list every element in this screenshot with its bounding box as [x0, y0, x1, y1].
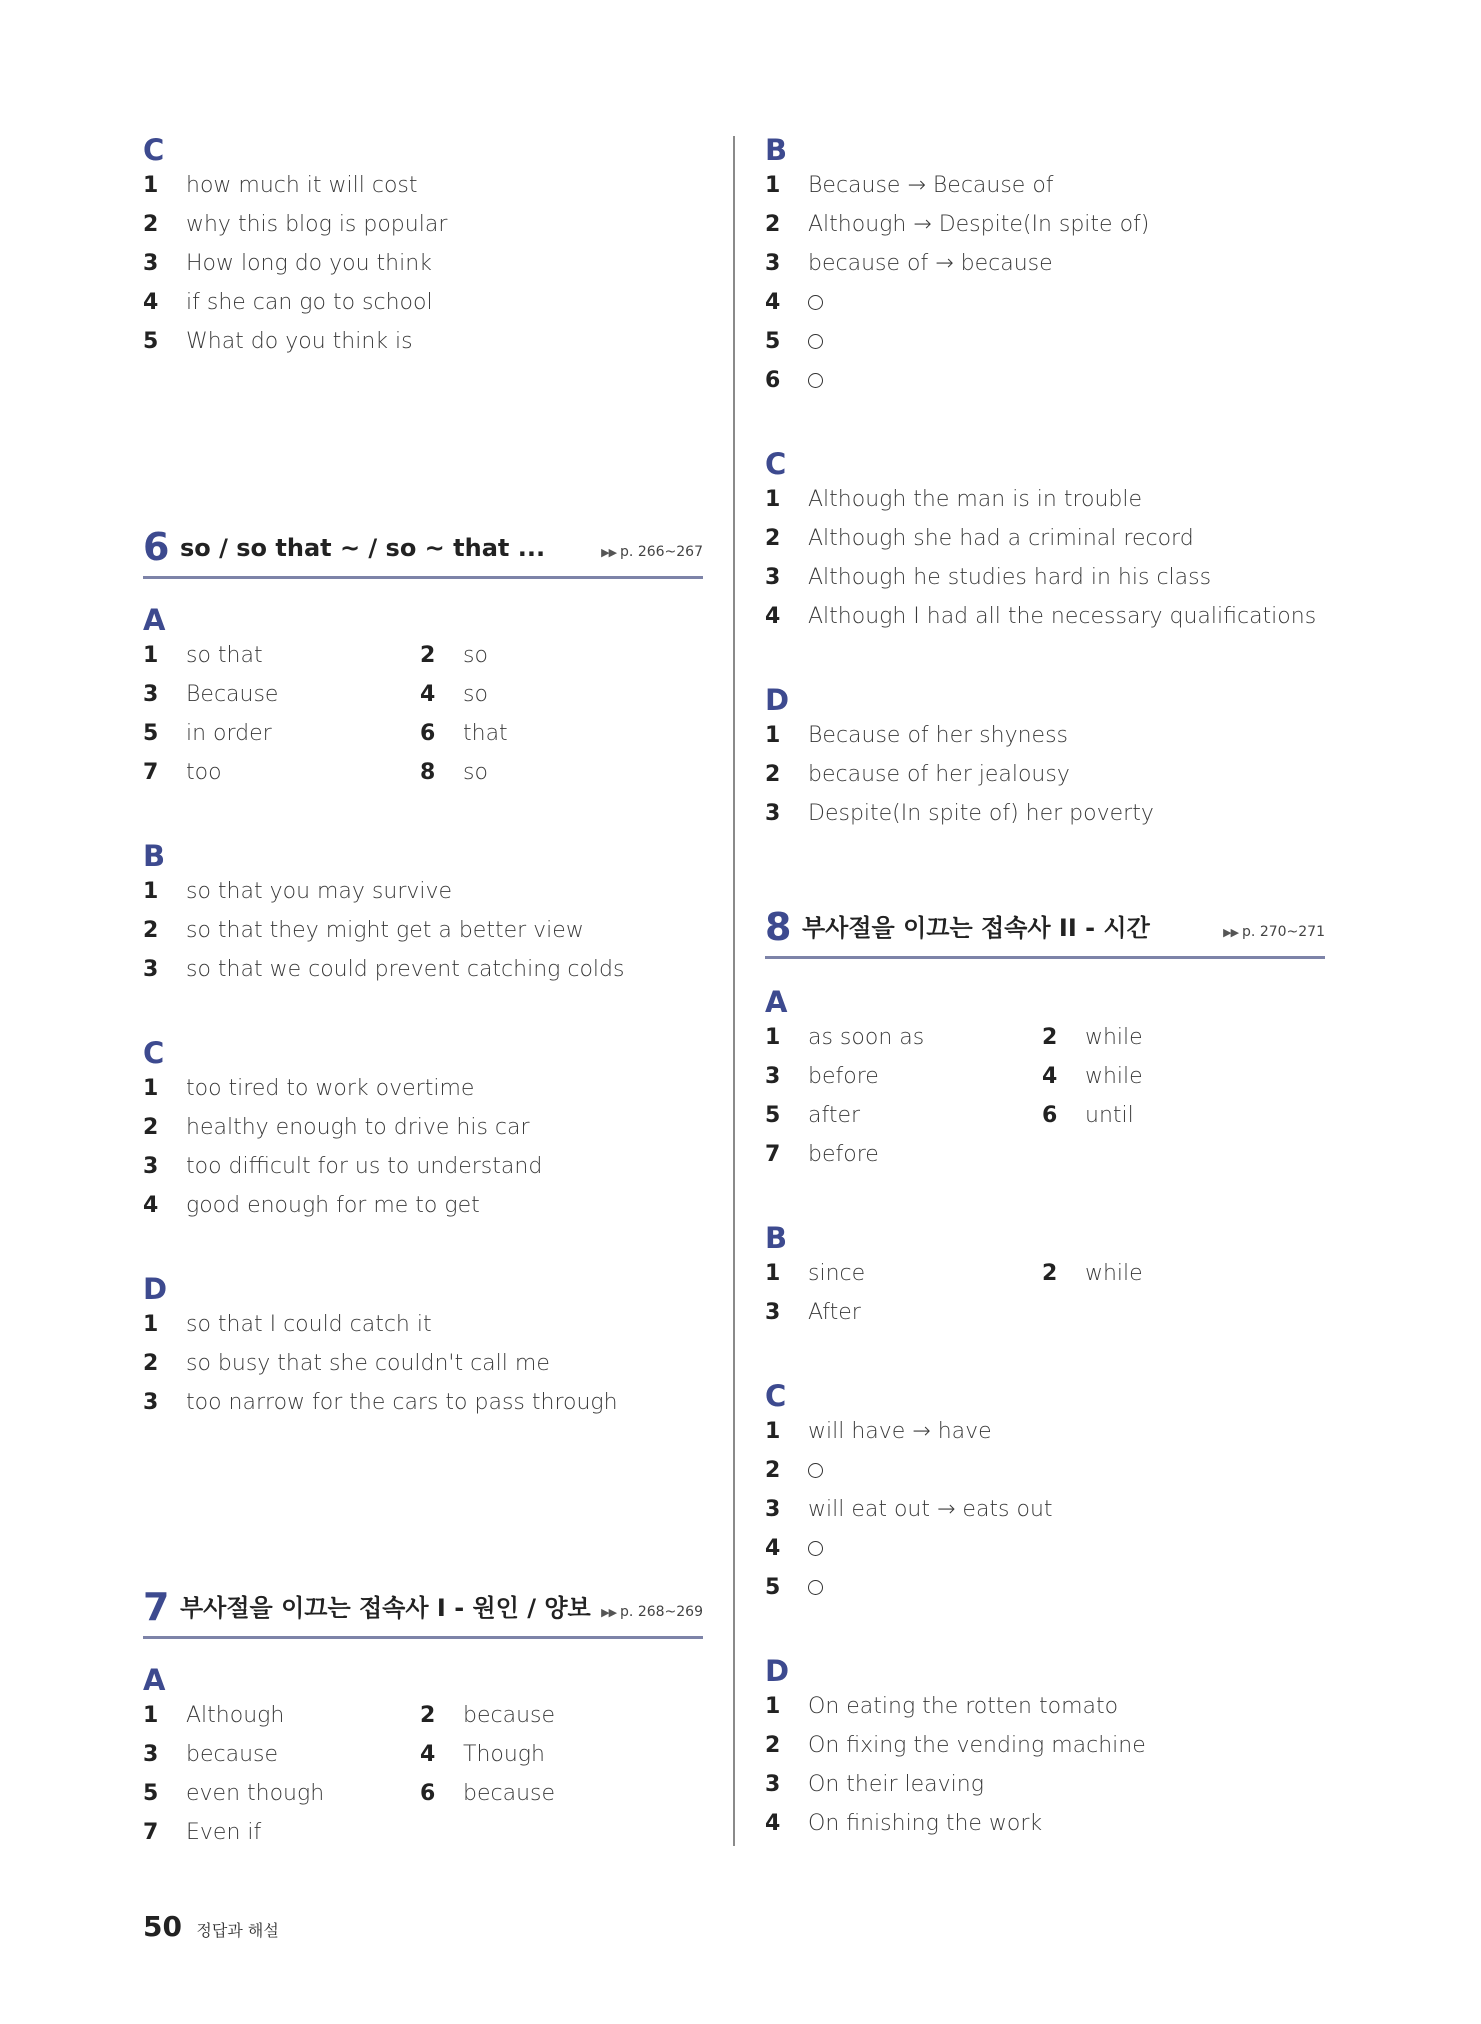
answer-row: 5 What do you think is [143, 329, 413, 354]
answer-row: 3 On their leaving [765, 1772, 984, 1797]
part-letter: B [143, 839, 166, 873]
column-divider [733, 136, 735, 1846]
circle-correct-icon [808, 1463, 823, 1478]
answer-row: 1 as soon as [765, 1025, 925, 1050]
answer-row: 1 Although the man is in trouble [765, 487, 1143, 512]
answer-row: 5 in order [143, 721, 272, 746]
answer-row: 2 so [420, 643, 488, 668]
answer-row: 3 Because [143, 682, 279, 707]
answer-row: 5 [765, 1577, 823, 1599]
part-letter: D [765, 683, 790, 717]
answer-row: 3 because [143, 1742, 279, 1767]
section-number: 7 [143, 1585, 170, 1629]
double-arrow-icon: ▶▶ [1223, 926, 1239, 939]
answer-row: 4 On finishing the work [765, 1811, 1043, 1836]
answer-row: 3 Despite(In spite of) her poverty [765, 801, 1154, 826]
double-arrow-icon: ▶▶ [601, 1606, 617, 1619]
answer-row: 3 How long do you think [143, 251, 432, 276]
answer-row: 2 while [1042, 1025, 1143, 1050]
circle-correct-icon [808, 373, 823, 388]
page-reference: ▶▶ p. 268~269 [601, 1604, 703, 1620]
answer-row: 1 too tired to work overtime [143, 1076, 475, 1101]
answer-row: 2 because of her jealousy [765, 762, 1070, 787]
answer-row: 4 while [1042, 1064, 1143, 1089]
answer-row: 5 after [765, 1103, 861, 1128]
part-letter: D [143, 1272, 168, 1306]
part-letter: A [143, 603, 166, 637]
part-letter: C [143, 1036, 165, 1070]
answer-row: 4 good enough for me to get [143, 1193, 480, 1218]
answer-row: 7 before [765, 1142, 879, 1167]
answer-row: 5 even though [143, 1781, 325, 1806]
page-number: 50 [143, 1910, 182, 1943]
answer-row: 1 how much it will cost [143, 173, 418, 198]
answer-row: 2 so busy that she couldn't call me [143, 1351, 550, 1376]
circle-correct-icon [808, 1580, 823, 1595]
answer-row: 4 if she can go to school [143, 290, 433, 315]
answer-row: 1 since [765, 1261, 866, 1286]
section-number: 6 [143, 525, 170, 569]
answer-row: 1 Although [143, 1703, 285, 1728]
answer-row: 6 until [1042, 1103, 1134, 1128]
answer-row: 1 so that [143, 643, 263, 668]
page-reference: ▶▶ p. 270~271 [1223, 924, 1325, 940]
answer-row: 3 before [765, 1064, 879, 1089]
part-letter: B [765, 1221, 788, 1255]
answer-row: 4 Though [420, 1742, 545, 1767]
answer-row: 4 [765, 1538, 823, 1560]
answer-row: 3 so that we could prevent catching colds [143, 957, 625, 982]
answer-row: 4 Although I had all the necessary qualifications [765, 604, 1317, 629]
answer-row: 2 On fixing the vending machine [765, 1733, 1146, 1758]
section-heading-8 [765, 905, 1325, 959]
answer-row: 1 On eating the rotten tomato [765, 1694, 1119, 1719]
answer-row: 3 will eat out → eats out [765, 1497, 1053, 1522]
page-footer [143, 1910, 279, 1943]
answer-row: 6 because [420, 1781, 556, 1806]
answer-row: 7 too [143, 760, 222, 785]
answer-row: 8 so [420, 760, 488, 785]
answer-row: 1 Because of her shyness [765, 723, 1068, 748]
circle-correct-icon [808, 295, 823, 310]
circle-correct-icon [808, 334, 823, 349]
section-title: 부사절을 이끄는 접속사 I - 원인 / 양보 [180, 1594, 591, 1622]
answer-row: 3 because of → because [765, 251, 1053, 276]
answer-row: 3 too difficult for us to understand [143, 1154, 543, 1179]
part-letter: C [765, 1379, 787, 1413]
answer-row: 2 Although she had a criminal record [765, 526, 1194, 551]
answer-row: 6 [765, 370, 823, 392]
section-heading-7 [143, 1585, 703, 1639]
answer-row: 1 so that I could catch it [143, 1312, 432, 1337]
answer-row: 2 why this blog is popular [143, 212, 448, 237]
answer-row: 2 healthy enough to drive his car [143, 1115, 530, 1140]
answer-row: 5 [765, 331, 823, 353]
part-letter: B [765, 133, 788, 167]
answer-row: 4 so [420, 682, 488, 707]
section-heading-6 [143, 525, 703, 579]
part-letter: D [765, 1654, 790, 1688]
part-letter: A [143, 1663, 166, 1697]
answer-row: 2 so that they might get a better view [143, 918, 584, 943]
section-number: 8 [765, 905, 792, 949]
section-title: so / so that ~ / so ~ that ... [180, 534, 546, 562]
answer-row: 1 Because → Because of [765, 173, 1054, 198]
answer-row: 2 [765, 1460, 823, 1482]
answer-row: 2 because [420, 1703, 556, 1728]
part-letter: A [765, 985, 788, 1019]
part-letter: C [765, 447, 787, 481]
answer-row: 2 while [1042, 1261, 1143, 1286]
answer-row: 3 Although he studies hard in his class [765, 565, 1212, 590]
double-arrow-icon: ▶▶ [601, 546, 617, 559]
answer-row: 1 will have → have [765, 1419, 992, 1444]
part-letter: C [143, 133, 165, 167]
answer-row: 6 that [420, 721, 508, 746]
footer-label: 정답과 해설 [196, 1921, 279, 1940]
circle-correct-icon [808, 1541, 823, 1556]
section-title: 부사절을 이끄는 접속사 II - 시간 [802, 914, 1150, 942]
page-reference: ▶▶ p. 266~267 [601, 544, 703, 560]
answer-row: 1 so that you may survive [143, 879, 453, 904]
answer-row: 7 Even if [143, 1820, 262, 1845]
answer-row: 3 After [765, 1300, 861, 1325]
answer-row: 3 too narrow for the cars to pass through [143, 1390, 618, 1415]
answer-row: 4 [765, 292, 823, 314]
answer-row: 2 Although → Despite(In spite of) [765, 212, 1150, 237]
